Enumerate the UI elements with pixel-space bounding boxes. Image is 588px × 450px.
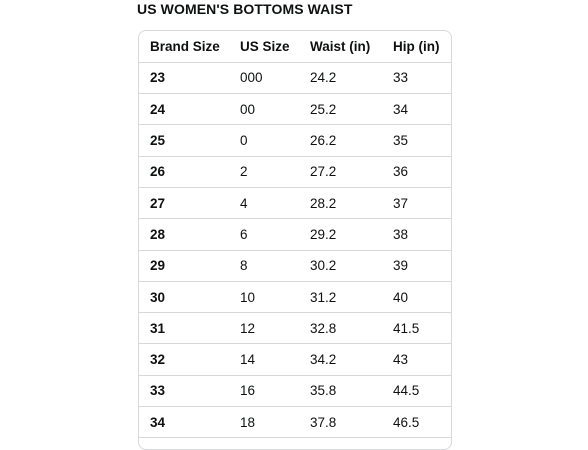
table-row	[139, 125, 452, 156]
cell-hip: 41.5	[382, 313, 452, 344]
cell-us-size: 8	[229, 250, 299, 281]
table-row	[139, 407, 452, 438]
cell-waist: 30.2	[299, 250, 382, 281]
table-header-row	[139, 31, 452, 62]
cell-us-size: 14	[229, 344, 299, 375]
cell-waist: 27.2	[299, 156, 382, 187]
cell-brand-size: 31	[139, 313, 229, 344]
cell-hip: 33	[382, 62, 452, 93]
cell-us-size: 6	[229, 219, 299, 250]
table-row	[139, 313, 452, 344]
cell-hip: 35	[382, 125, 452, 156]
table-row	[139, 250, 452, 281]
cell-brand-size: 26	[139, 156, 229, 187]
cell-waist: 26.2	[299, 125, 382, 156]
table-row	[139, 187, 452, 218]
cell-waist: 35.8	[299, 375, 382, 406]
cell-brand-size: 29	[139, 250, 229, 281]
cell-us-size: 000	[229, 62, 299, 93]
cell-brand-size: 25	[139, 125, 229, 156]
cell-us-size: 18	[229, 407, 299, 438]
table-row	[139, 375, 452, 406]
cell-hip: 43	[382, 344, 452, 375]
cell-us-size: 2	[229, 156, 299, 187]
cell-brand-size: 24	[139, 94, 229, 125]
table-row	[139, 62, 452, 93]
table-row	[139, 344, 452, 375]
cell-brand-size: 28	[139, 219, 229, 250]
cell-brand-size: 33	[139, 375, 229, 406]
cell-hip: 34	[382, 94, 452, 125]
cell-brand-size: 30	[139, 281, 229, 312]
cell-waist: 34.2	[299, 344, 382, 375]
header-brand-size: Brand Size	[139, 31, 229, 62]
size-chart-table-container	[138, 30, 452, 450]
size-chart-title: US WOMEN'S BOTTOMS WAIST	[137, 1, 353, 17]
cell-hip: 39	[382, 250, 452, 281]
cell-brand-size: 27	[139, 187, 229, 218]
cell-brand-size: 34	[139, 407, 229, 438]
table-row	[139, 156, 452, 187]
cell-waist: 29.2	[299, 219, 382, 250]
table-row	[139, 281, 452, 312]
cell-hip: 37	[382, 187, 452, 218]
cell-us-size: 4	[229, 187, 299, 218]
size-chart-table	[139, 31, 452, 438]
cell-us-size: 0	[229, 125, 299, 156]
cell-hip: 36	[382, 156, 452, 187]
table-row	[139, 219, 452, 250]
cell-brand-size: 32	[139, 344, 229, 375]
header-hip: Hip (in)	[382, 31, 452, 62]
cell-waist: 28.2	[299, 187, 382, 218]
cell-us-size: 00	[229, 94, 299, 125]
header-us-size: US Size	[229, 31, 299, 62]
cell-waist: 31.2	[299, 281, 382, 312]
cell-us-size: 12	[229, 313, 299, 344]
cell-hip: 44.5	[382, 375, 452, 406]
cell-hip: 40	[382, 281, 452, 312]
cell-brand-size: 23	[139, 62, 229, 93]
cell-us-size: 16	[229, 375, 299, 406]
cell-waist: 24.2	[299, 62, 382, 93]
header-waist: Waist (in)	[299, 31, 382, 62]
cell-waist: 25.2	[299, 94, 382, 125]
cell-waist: 32.8	[299, 313, 382, 344]
cell-us-size: 10	[229, 281, 299, 312]
cell-hip: 38	[382, 219, 452, 250]
table-row	[139, 94, 452, 125]
cell-hip: 46.5	[382, 407, 452, 438]
cell-waist: 37.8	[299, 407, 382, 438]
